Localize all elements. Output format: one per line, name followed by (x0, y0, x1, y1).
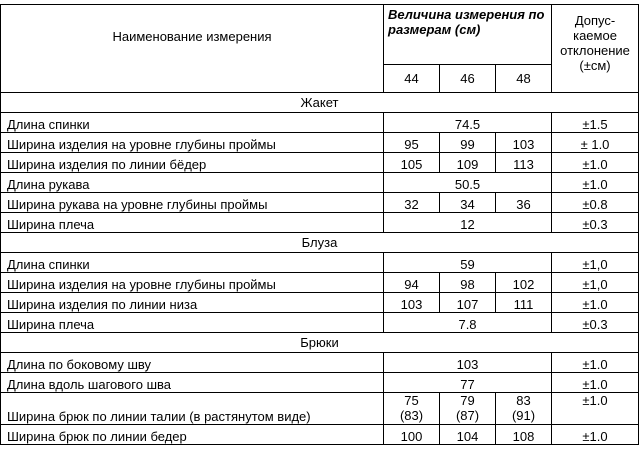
section-row (1, 93, 639, 113)
measurement-row (1, 213, 639, 233)
tolerance-value: ±1.0 (552, 373, 639, 393)
measurement-name: Длина вдоль шагового шва (1, 373, 384, 393)
measurement-row (1, 153, 639, 173)
size-value: 103 (496, 133, 552, 153)
size-value: 98 (440, 273, 496, 293)
size-value: 100 (384, 425, 440, 445)
measurement-row (1, 293, 639, 313)
merged-value: 7.8 (384, 313, 552, 333)
size-value: 108 (496, 425, 552, 445)
header-name-cell: Наименование измерения (1, 5, 384, 93)
section-row (1, 333, 639, 353)
size-value: 103 (384, 293, 440, 313)
size-value: 104 (440, 425, 496, 445)
measurement-name: Ширина брюк по линии бедер (1, 425, 384, 445)
size-value: 111 (496, 293, 552, 313)
tolerance-value: ±0.3 (552, 213, 639, 233)
value-stretched: (91) (511, 408, 536, 423)
measurement-name: Длина спинки (1, 113, 384, 133)
size-value: 34 (440, 193, 496, 213)
tolerance-value: ±1.5 (552, 113, 639, 133)
measurement-name: Ширина рукава на уровне глубины проймы (1, 193, 384, 213)
measurement-name: Длина по боковому шву (1, 353, 384, 373)
tolerance-value: ±1,0 (552, 273, 639, 293)
tolerance-line-2: каемое (573, 28, 617, 43)
size-value (440, 393, 496, 425)
table-body (1, 5, 639, 445)
measurement-row (1, 353, 639, 373)
merged-value: 77 (384, 373, 552, 393)
value-stretched: (87) (455, 408, 480, 423)
tolerance-line-1: Допус- (574, 13, 616, 28)
tolerance-value: ±1.0 (552, 393, 639, 425)
merged-value: 59 (384, 253, 552, 273)
measurement-row (1, 425, 639, 445)
header-tolerance (552, 5, 639, 93)
section-title: Брюки (1, 333, 639, 353)
measurement-row (1, 313, 639, 333)
measurement-row (1, 273, 639, 293)
size-value (384, 393, 440, 425)
measurement-name: Ширина изделия на уровне глубины проймы (1, 133, 384, 153)
size-value: 113 (496, 153, 552, 173)
merged-value: 50.5 (384, 173, 552, 193)
measurement-name: Ширина изделия на уровне глубины проймы (1, 273, 384, 293)
size-value: 36 (496, 193, 552, 213)
size-44: 44 (384, 65, 440, 93)
size-value: 102 (496, 273, 552, 293)
size-value: 107 (440, 293, 496, 313)
measurement-name: Ширина плеча (1, 213, 384, 233)
size-value: 32 (384, 193, 440, 213)
merged-value: 12 (384, 213, 552, 233)
size-value: 99 (440, 133, 496, 153)
measurement-row (1, 133, 639, 153)
tolerance-value: ±0.8 (552, 193, 639, 213)
measurement-row (1, 173, 639, 193)
tolerance-line-3: отклонение (560, 43, 630, 58)
size-value: 95 (384, 133, 440, 153)
tolerance-value: ±1.0 (552, 425, 639, 445)
size-value: 94 (384, 273, 440, 293)
tolerance-value: ±1.0 (552, 153, 639, 173)
measurement-name: Ширина плеча (1, 313, 384, 333)
measurement-row (1, 193, 639, 213)
measurement-name: Ширина изделия по линии низа (1, 293, 384, 313)
tolerance-value: ± 1.0 (552, 133, 639, 153)
measurement-name: Ширина изделия по линии бёдер (1, 153, 384, 173)
tolerance-value: ±1,0 (552, 253, 639, 273)
merged-value: 103 (384, 353, 552, 373)
merged-value: 74.5 (384, 113, 552, 133)
size-value: 105 (384, 153, 440, 173)
value-main: 79 (460, 393, 475, 408)
value-stretched: (83) (399, 408, 424, 423)
measurement-name: Длина спинки (1, 253, 384, 273)
measurement-row (1, 253, 639, 273)
size-value (496, 393, 552, 425)
section-title: Жакет (1, 93, 639, 113)
tolerance-value: ±1.0 (552, 353, 639, 373)
size-value: 109 (440, 153, 496, 173)
value-main: 75 (404, 393, 419, 408)
size-48: 48 (496, 65, 552, 93)
measurement-name: Ширина брюк по линии талии (в растянутом виде) (1, 393, 384, 425)
measurement-row (1, 393, 639, 425)
header-row (1, 5, 639, 65)
measurement-row (1, 113, 639, 133)
tolerance-value: ±1.0 (552, 293, 639, 313)
tolerance-value: ±0.3 (552, 313, 639, 333)
header-size-group: Величина измерения по размерам (см) (384, 5, 552, 65)
section-title: Блуза (1, 233, 639, 253)
section-row (1, 233, 639, 253)
size-46: 46 (440, 65, 496, 93)
measurement-name: Длина рукава (1, 173, 384, 193)
tolerance-value: ±1.0 (552, 173, 639, 193)
value-main: 83 (516, 393, 531, 408)
measurement-row (1, 373, 639, 393)
measurement-table (0, 4, 639, 445)
tolerance-line-4: (±см) (579, 58, 611, 73)
